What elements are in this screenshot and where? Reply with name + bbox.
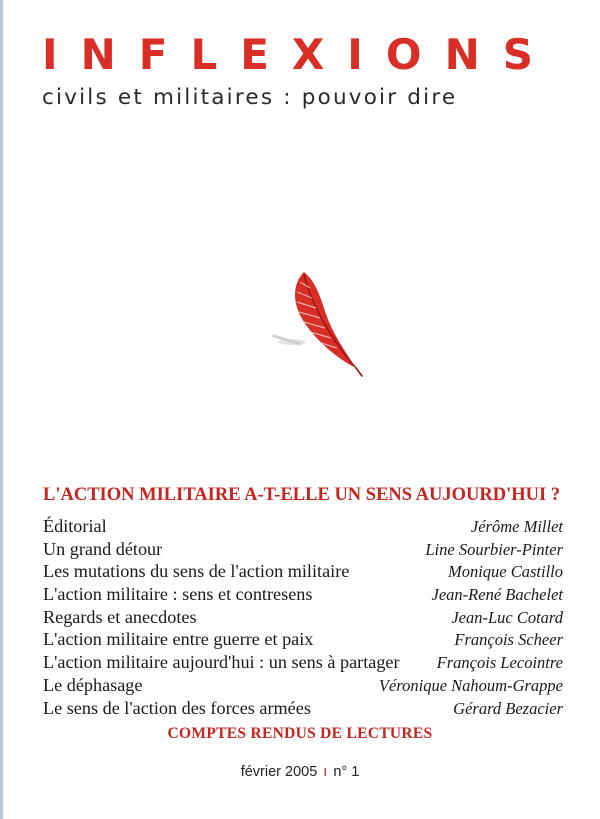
- magazine-title: INFLEXIONS: [42, 30, 557, 79]
- toc-author: Monique Castillo: [447, 562, 563, 582]
- issue-info: [0, 764, 600, 780]
- table-of-contents: [43, 516, 563, 720]
- toc-title: Le déphasage: [43, 674, 143, 695]
- toc-entry: [43, 561, 563, 584]
- toc-author: Jérôme Millet: [470, 517, 563, 536]
- toc-author: François Scheer: [454, 630, 563, 650]
- magazine-subtitle: civils et militaires : pouvoir dire: [42, 85, 458, 110]
- toc-title: Éditorial: [43, 516, 107, 536]
- toc-entry: [43, 584, 563, 607]
- toc-title: Un grand détour: [43, 538, 163, 559]
- book-reviews-heading: COMPTES RENDUS DE LECTURES: [167, 725, 433, 742]
- toc-title: L'action militaire : sens et contresens: [43, 584, 313, 605]
- issue-number: n° 1: [333, 764, 360, 780]
- toc-author: Jean-Luc Cotard: [451, 607, 563, 627]
- toc-entry: [43, 652, 563, 675]
- feather-quill-icon: [270, 270, 370, 380]
- toc-author: Jean-René Bachelet: [431, 585, 563, 605]
- toc-title: L'action militaire entre guerre et paix: [43, 629, 314, 650]
- issue-date: février 2005: [240, 764, 318, 780]
- toc-entry: [43, 629, 563, 652]
- toc-title: Les mutations du sens de l'action militaire: [43, 561, 350, 582]
- toc-author: Véronique Nahoum-Grappe: [378, 675, 563, 695]
- scan-edge: [0, 0, 3, 819]
- toc-entry: [43, 675, 563, 698]
- toc-entry: [43, 698, 563, 721]
- toc-entry: [43, 539, 563, 562]
- toc-author: Line Sourbier-Pinter: [425, 539, 563, 559]
- toc-title: L'action militaire aujourd'hui : un sens à partager: [43, 652, 400, 673]
- toc-title: Le sens de l'action des forces armées: [43, 697, 311, 718]
- issue-theme: L'ACTION MILITAIRE A-T-ELLE UN SENS AUJOURD'HUI ?: [43, 485, 561, 505]
- toc-entry: [43, 516, 563, 539]
- toc-title: Regards et anecdotes: [43, 606, 197, 627]
- toc-author: François Lecointre: [436, 653, 563, 673]
- toc-author: Gérard Bezacier: [453, 698, 563, 718]
- issue-separator: ı: [323, 764, 328, 780]
- toc-entry: [43, 607, 563, 630]
